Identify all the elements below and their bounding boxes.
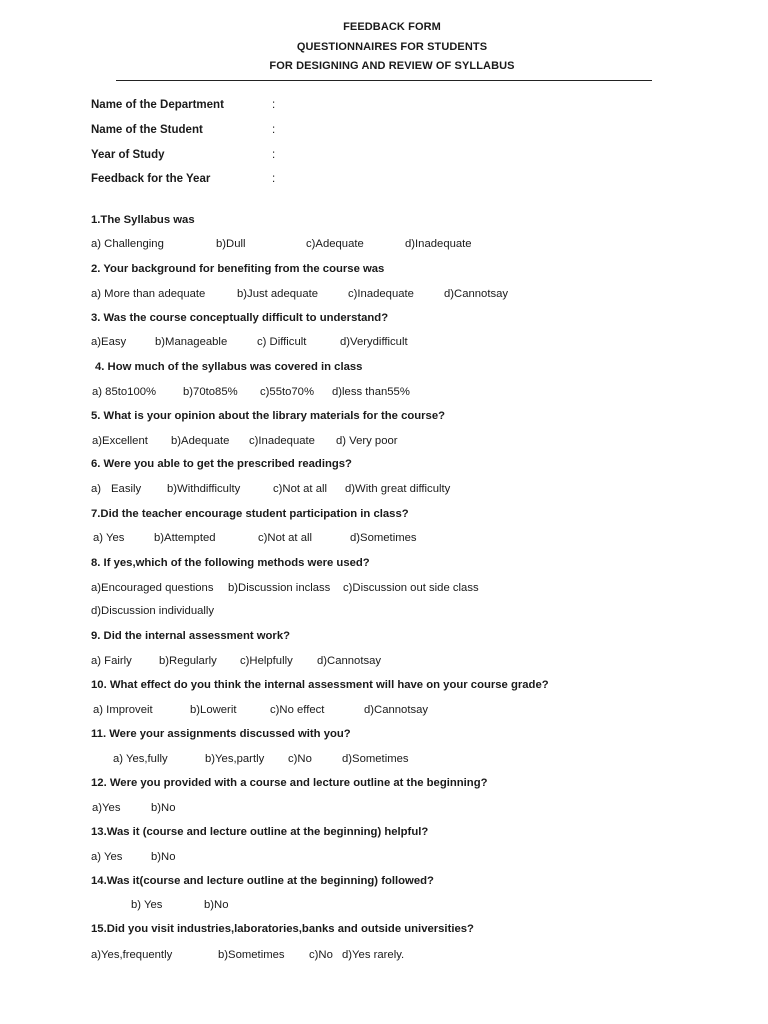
- option-c[interactable]: c)Discussion out side class: [343, 582, 479, 594]
- student-name-field[interactable]: :: [272, 124, 276, 136]
- feedback-year-field[interactable]: :: [272, 173, 276, 185]
- question-5: 5. What is your opinion about the library materials for the course?: [91, 410, 446, 422]
- option-b[interactable]: b)No: [151, 851, 176, 863]
- feedback-year-label: Feedback for the Year: [91, 173, 211, 185]
- option-b[interactable]: b)Withdifficulty: [167, 483, 241, 495]
- question-7: 7.Did the teacher encourage student participation in class?: [91, 508, 409, 520]
- option-d[interactable]: d)Cannotsay: [364, 704, 429, 716]
- option-b[interactable]: b)No: [151, 802, 176, 814]
- option-b[interactable]: b)70to85%: [183, 386, 238, 398]
- option-b[interactable]: b)Lowerit: [190, 704, 237, 716]
- question-8: 8. If yes,which of the following methods were used?: [91, 557, 370, 569]
- option-a[interactable]: Easily: [111, 483, 142, 495]
- option-d[interactable]: d)Cannotsay: [317, 655, 382, 667]
- department-field[interactable]: :: [272, 99, 276, 111]
- question-13: 13.Was it (course and lecture outline at the beginning) helpful?: [91, 826, 429, 838]
- option-c[interactable]: c)55to70%: [260, 386, 315, 398]
- option-d[interactable]: d)Sometimes: [342, 753, 409, 765]
- question-10: 10. What effect do you think the internal assessment will have on your course grade?: [91, 679, 549, 691]
- option-a[interactable]: a) Yes,fully: [113, 753, 168, 765]
- option-d[interactable]: d)Sometimes: [350, 532, 417, 544]
- option-c[interactable]: c)Inadequate: [249, 435, 315, 447]
- option-b[interactable]: b)Sometimes: [218, 949, 285, 961]
- question-15: 15.Did you visit industries,laboratories,banks and outside universities?: [91, 923, 474, 935]
- option-d[interactable]: d)less than55%: [332, 386, 410, 398]
- option-d[interactable]: d)Yes rarely.: [342, 949, 405, 961]
- year-of-study-field[interactable]: :: [272, 149, 276, 161]
- form-title: FEEDBACK FORM: [343, 21, 441, 33]
- option-c[interactable]: c)No: [288, 753, 312, 765]
- option-a-marker[interactable]: a): [91, 483, 102, 495]
- option-c[interactable]: c)No effect: [270, 704, 325, 716]
- option-b[interactable]: b)Adequate: [171, 435, 230, 447]
- form-subtitle: QUESTIONNAIRES FOR STUDENTS: [296, 41, 488, 53]
- option-a[interactable]: a)Yes,frequently: [91, 949, 173, 961]
- option-c[interactable]: c)No: [309, 949, 333, 961]
- option-c[interactable]: c)Inadequate: [348, 288, 414, 300]
- option-a[interactable]: a) Yes: [91, 851, 123, 863]
- option-c[interactable]: c)Helpfully: [240, 655, 293, 667]
- option-a[interactable]: a) More than adequate: [91, 288, 206, 300]
- option-b[interactable]: b)Manageable: [155, 336, 228, 348]
- question-9: 9. Did the internal assessment work?: [91, 630, 291, 642]
- option-a[interactable]: a) 85to100%: [92, 386, 157, 398]
- option-d[interactable]: d)Verydifficult: [340, 336, 408, 348]
- option-c[interactable]: c)Not at all: [273, 483, 327, 495]
- question-3: 3. Was the course conceptually difficult to understand?: [91, 312, 389, 324]
- form-subtitle-2: FOR DESIGNING AND REVIEW OF SYLLABUS: [269, 60, 515, 72]
- option-a[interactable]: a) Fairly: [91, 655, 132, 667]
- option-d[interactable]: d)Cannotsay: [444, 288, 509, 300]
- question-11: 11. Were your assignments discussed with you?: [91, 728, 351, 740]
- option-d[interactable]: d)Inadequate: [405, 238, 472, 250]
- header-divider: [116, 80, 652, 81]
- option-b[interactable]: b)Attempted: [154, 532, 216, 544]
- option-d[interactable]: d) Very poor: [336, 435, 398, 447]
- option-a[interactable]: b) Yes: [131, 899, 163, 911]
- question-1: 1.The Syllabus was: [91, 214, 195, 226]
- option-a[interactable]: a) Improveit: [93, 704, 153, 716]
- department-label: Name of the Department: [91, 99, 224, 111]
- year-of-study-label: Year of Study: [91, 149, 165, 161]
- option-a[interactable]: a) Challenging: [91, 238, 164, 250]
- question-6: 6. Were you able to get the prescribed readings?: [91, 458, 352, 470]
- option-a[interactable]: a)Encouraged questions: [91, 582, 214, 594]
- question-12: 12. Were you provided with a course and lecture outline at the beginning?: [91, 777, 488, 789]
- option-d[interactable]: d)With great difficulty: [345, 483, 451, 495]
- question-14: 14.Was it(course and lecture outline at the beginning) followed?: [91, 875, 434, 887]
- option-b[interactable]: b)Just adequate: [237, 288, 319, 300]
- option-b[interactable]: b)No: [204, 899, 229, 911]
- question-2: 2. Your background for benefiting from the course was: [91, 263, 385, 275]
- question-4: 4. How much of the syllabus was covered in class: [95, 361, 363, 373]
- option-b[interactable]: b)Discussion inclass: [228, 582, 331, 594]
- student-name-label: Name of the Student: [91, 124, 203, 136]
- option-c[interactable]: c) Difficult: [257, 336, 307, 348]
- option-a[interactable]: a)Excellent: [92, 435, 148, 447]
- option-b[interactable]: b)Dull: [216, 238, 246, 250]
- option-c[interactable]: c)Adequate: [306, 238, 364, 250]
- option-b[interactable]: b)Regularly: [159, 655, 217, 667]
- option-a[interactable]: a) Yes: [93, 532, 125, 544]
- option-d[interactable]: d)Discussion individually: [91, 605, 215, 617]
- option-a[interactable]: a)Yes: [92, 802, 121, 814]
- option-a[interactable]: a)Easy: [91, 336, 127, 348]
- option-b[interactable]: b)Yes,partly: [205, 753, 265, 765]
- option-c[interactable]: c)Not at all: [258, 532, 312, 544]
